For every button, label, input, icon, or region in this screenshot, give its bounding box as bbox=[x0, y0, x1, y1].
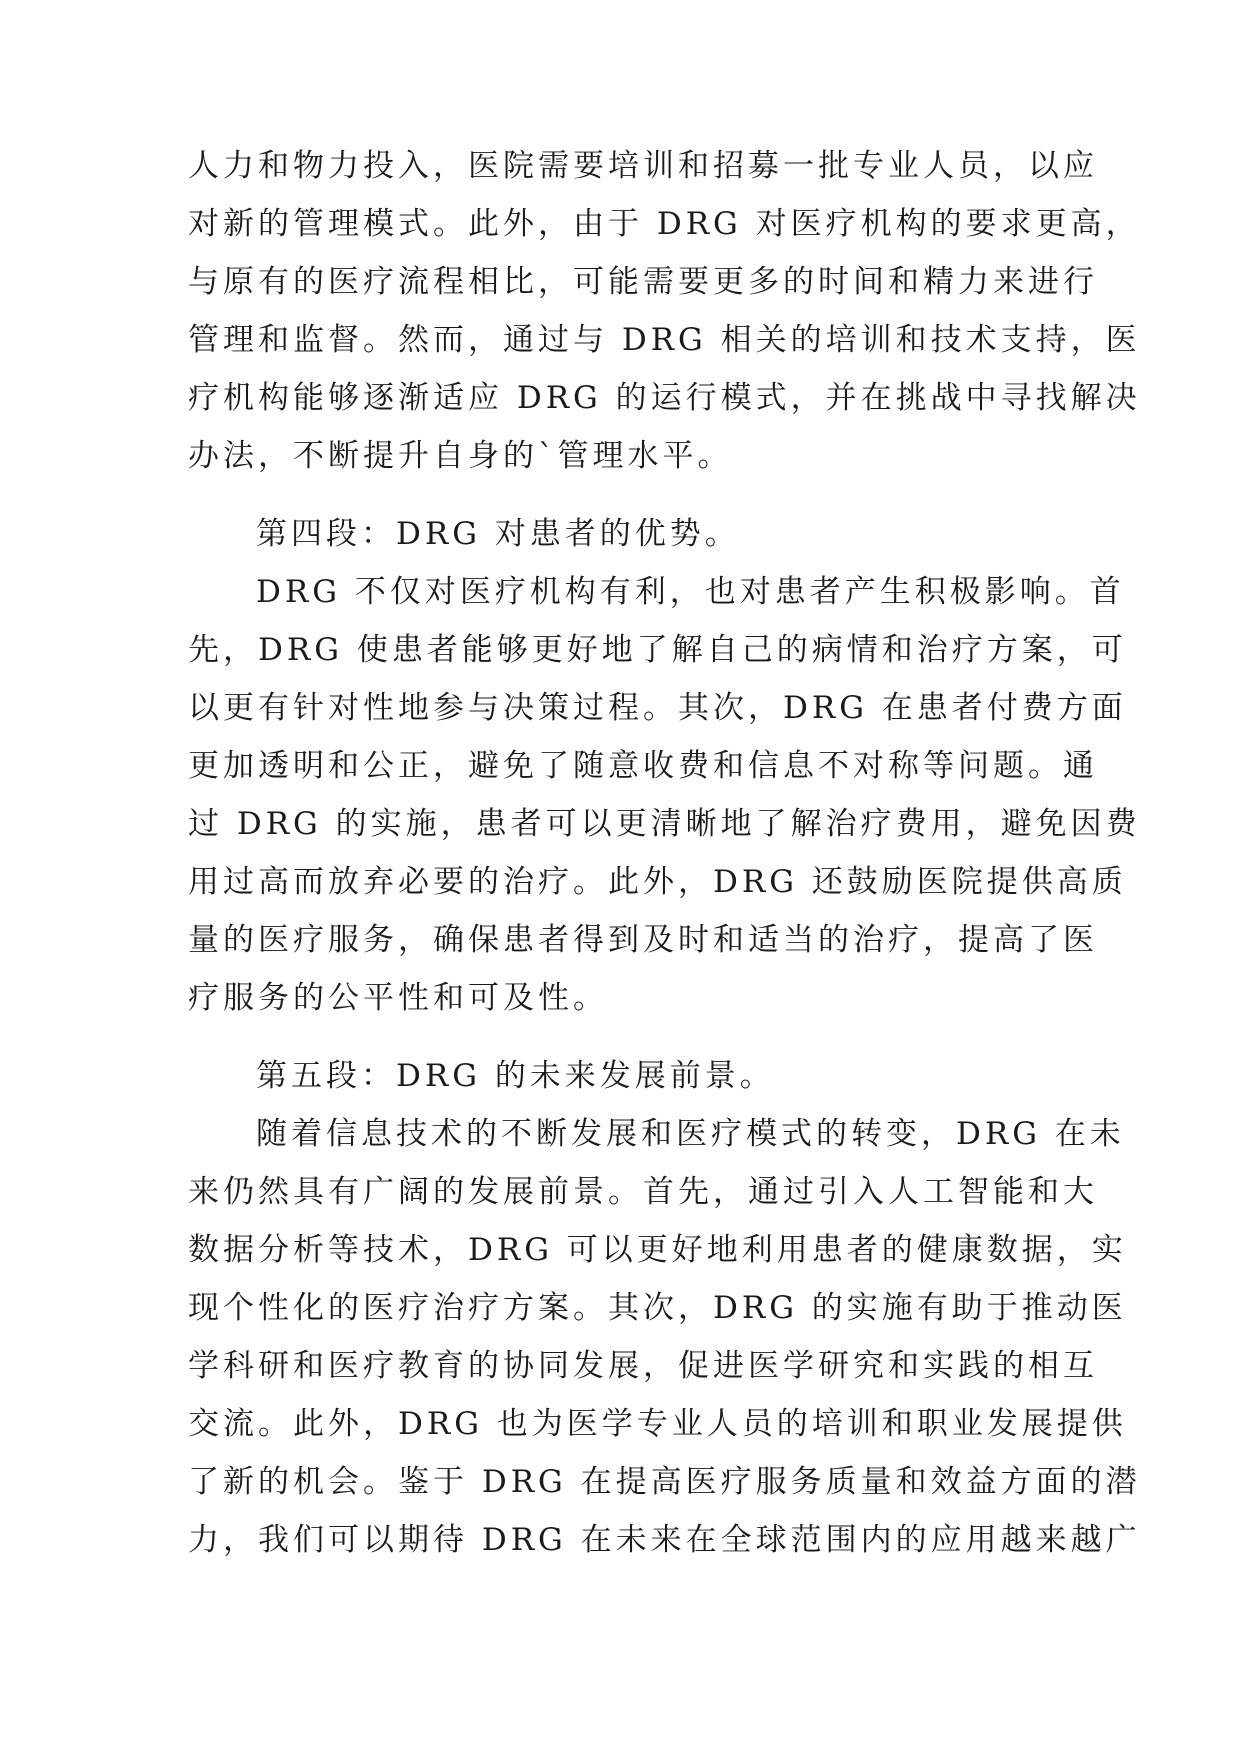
section-heading: 第五段：DRG 的未来发展前景。 bbox=[256, 1058, 775, 1094]
paragraph-line: 现个性化的医疗治疗方案。其次，DRG 的实施有助于推动医 bbox=[188, 1290, 1127, 1326]
paragraph-line: 先，DRG 使患者能够更好地了解自己的病情和治疗方案，可 bbox=[188, 632, 1127, 668]
paragraph-line: 学科研和医疗教育的协同发展，促进医学研究和实践的相互 bbox=[188, 1348, 1098, 1384]
paragraph-line: 办法，不断提升自身的`管理水平。 bbox=[188, 438, 733, 474]
section-heading: 第四段：DRG 对患者的优势。 bbox=[256, 516, 740, 552]
paragraph-line: 过 DRG 的实施，患者可以更清晰地了解治疗费用，避免因费 bbox=[188, 806, 1141, 842]
paragraph-line: 交流。此外，DRG 也为医学专业人员的培训和职业发展提供 bbox=[188, 1406, 1127, 1442]
paragraph-line: 人力和物力投入，医院需要培训和招募一批专业人员，以应 bbox=[188, 148, 1098, 184]
paragraph-line: 了新的机会。鉴于 DRG 在提高医疗服务质量和效益方面的潜 bbox=[188, 1464, 1141, 1500]
paragraph-line: 与原有的医疗流程相比，可能需要更多的时间和精力来进行 bbox=[188, 264, 1098, 300]
paragraph-line: 更加透明和公正，避免了随意收费和信息不对称等问题。通 bbox=[188, 748, 1098, 784]
paragraph-line: 量的医疗服务，确保患者得到及时和适当的治疗，提高了医 bbox=[188, 922, 1098, 958]
paragraph-line: 数据分析等技术，DRG 可以更好地利用患者的健康数据，实 bbox=[188, 1232, 1127, 1268]
paragraph-line: 力，我们可以期待 DRG 在未来在全球范围内的应用越来越广 bbox=[188, 1522, 1141, 1558]
paragraph-line: 用过高而放弃必要的治疗。此外，DRG 还鼓励医院提供高质 bbox=[188, 864, 1127, 900]
paragraph-line: 以更有针对性地参与决策过程。其次，DRG 在患者付费方面 bbox=[188, 690, 1127, 726]
paragraph-line: DRG 不仅对医疗机构有利，也对患者产生积极影响。首 bbox=[256, 574, 1125, 610]
paragraph-line: 对新的管理模式。此外，由于 DRG 对医疗机构的要求更高， bbox=[188, 206, 1141, 242]
paragraph-line: 来仍然具有广阔的发展前景。首先，通过引入人工智能和大 bbox=[188, 1174, 1098, 1210]
paragraph-line: 疗机构能够逐渐适应 DRG 的运行模式，并在挑战中寻找解决 bbox=[188, 380, 1141, 416]
paragraph-line: 管理和监督。然而，通过与 DRG 相关的培训和技术支持，医 bbox=[188, 322, 1141, 358]
paragraph-line: 疗服务的公平性和可及性。 bbox=[188, 980, 608, 1016]
paragraph-line: 随着信息技术的不断发展和医疗模式的转变，DRG 在未 bbox=[256, 1116, 1125, 1152]
